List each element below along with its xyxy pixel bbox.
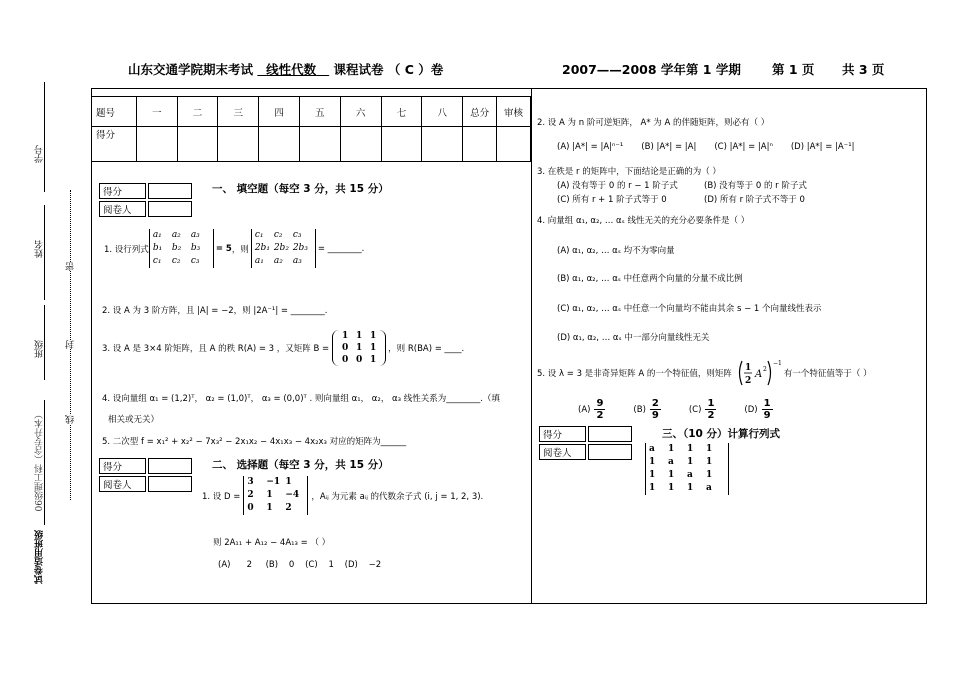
s3-determinant xyxy=(645,443,729,495)
header-prefix: 山东交通学院期末考试 xyxy=(128,62,254,77)
score-table xyxy=(91,96,531,162)
s2-q5-suffix: 有一个特征值等于（ ） xyxy=(783,369,872,379)
det1-entry-0-2: a₃ xyxy=(190,230,200,240)
name-label: 姓名 xyxy=(35,240,45,258)
seal-mi: 密 xyxy=(66,262,76,271)
det-d-entry-1-0: 2 xyxy=(247,490,254,500)
matrix-b-entry-1-0: 0 xyxy=(342,343,349,353)
det4-entry-2-0: 1 xyxy=(649,470,656,480)
applicable-class-value: 06级理工科（含专升本） xyxy=(35,410,45,512)
score-cell-5[interactable] xyxy=(299,127,340,162)
score-cell-6[interactable] xyxy=(340,127,381,162)
score-cell-4[interactable] xyxy=(259,127,300,162)
s2-question-2: 2. 设 A 为 n 阶可逆矩阵， A* 为 A 的伴随矩阵，则必有（ ） xyxy=(537,118,770,128)
det4-entry-0-2: 1 xyxy=(687,444,694,454)
det2-entry-1-1: 2b₂ xyxy=(273,243,289,253)
s2-q4-option-b: (B) α₁, α₂, … αₛ 中任意两个向量的分量不成比例 xyxy=(557,274,743,284)
s1-q1-prefix: 1. 设行列式 xyxy=(104,244,149,255)
det4-entry-1-0: 1 xyxy=(649,457,656,467)
s2-q5-matrix-expression xyxy=(736,358,780,388)
s1-q1-equals: = 5 xyxy=(215,243,232,254)
grader-score-label: 得分 xyxy=(99,183,146,199)
det2-entry-2-2: a₃ xyxy=(292,256,302,266)
s1-question-1 xyxy=(104,229,364,268)
s1-question-3 xyxy=(102,330,464,366)
section2-title: 二、 选择题（每空 3 分，共 15 分） xyxy=(212,459,389,471)
s2-q4-option-d: (D) α₁, α₂, … αₛ 中一部分向量线性无关 xyxy=(557,333,710,343)
s1-question-5: 5. 二次型 f = x₁² + x₂² − 7x₃² − 2x₁x₂ − 4x₁x₃ − 4x₂x₃ 对应的矩阵为______ xyxy=(102,437,407,447)
det4-entry-0-1: 1 xyxy=(668,444,675,454)
grader-box-3 xyxy=(537,424,634,462)
matrix-b-entry-2-1: 0 xyxy=(356,355,363,365)
s1-q3-matrix-b xyxy=(332,330,386,366)
det-d-entry-0-0: 3 xyxy=(247,477,254,487)
s1-question-2: 2. 设 A 为 3 阶方阵，且 |A| = −2，则 |2A⁻¹| = ________. xyxy=(102,306,328,316)
det1-entry-2-0: c₁ xyxy=(152,256,162,266)
s2-question-5 xyxy=(537,358,872,388)
s2-q1-ask: 则 2A₁₁ + A₁₂ − 4A₁₃ = （ ） xyxy=(213,538,331,548)
svg-text:2: 2 xyxy=(744,376,752,386)
s1-q1-determinant-2 xyxy=(251,229,316,268)
score-header-1: 一 xyxy=(136,97,177,127)
det4-entry-3-2: 1 xyxy=(687,483,694,493)
det2-entry-1-2: 2b₃ xyxy=(292,243,308,253)
score-cell-8[interactable] xyxy=(422,127,463,162)
det4-entry-1-1: a xyxy=(668,457,674,467)
score-header-5: 五 xyxy=(299,97,340,127)
s2-q5-options xyxy=(578,398,773,421)
det1-entry-0-1: a₂ xyxy=(171,230,181,240)
det2-entry-0-1: c₂ xyxy=(273,230,283,240)
score-header-0: 题号 xyxy=(92,97,137,127)
grader-reviewer-label: 阅卷人 xyxy=(539,444,586,460)
header-year: 2007——2008 学年第 1 学期 xyxy=(562,62,741,77)
matrix-b-entry-0-0: 1 xyxy=(342,331,349,341)
det4-entry-3-3: a xyxy=(706,483,712,493)
s1-q3-prefix: 3. 设 A 是 3×4 阶矩阵，且 A 的秩 R(A) = 3 ，又矩阵 B = xyxy=(102,344,330,354)
det-d-entry-2-2: 2 xyxy=(285,503,292,513)
grader-reviewer-label: 阅卷人 xyxy=(99,201,146,217)
det-d-entry-1-2: −4 xyxy=(285,490,300,500)
grader-reviewer-cell[interactable] xyxy=(148,201,192,217)
header-page: 第 1 页 xyxy=(772,62,815,77)
grader-score-label: 得分 xyxy=(539,426,586,442)
section3-title: 三、（10 分）计算行列式 xyxy=(662,428,781,440)
s2-q4-option-c: (C) α₁, α₂, … αₛ 中任意一个向量均不能由其余 s − 1 个向量线性表示 xyxy=(557,304,822,314)
det4-entry-1-3: 1 xyxy=(706,457,713,467)
det1-entry-1-0: b₁ xyxy=(152,243,163,253)
seal-feng: 封 xyxy=(66,340,76,349)
svg-text:−1: −1 xyxy=(772,360,782,367)
header-total: 共 3 页 xyxy=(842,62,885,77)
score-header-8: 八 xyxy=(422,97,463,127)
det-d-entry-0-2: 1 xyxy=(285,477,292,487)
s2-q3-option-a: (A) 没有等于 0 的 r − 1 阶子式 xyxy=(557,181,678,191)
det1-entry-1-1: b₂ xyxy=(171,243,182,253)
det2-entry-2-0: a₁ xyxy=(254,256,264,266)
score-header-4: 四 xyxy=(259,97,300,127)
s1-question-4: 4. 设向量组 α₁ = (1,2)ᵀ， α₂ = (1,0)ᵀ， α₃ = (0,0)ᵀ . 则向量组 α₁， α₂， α₃ 线性关系为________.（填 xyxy=(102,394,500,404)
det4-entry-2-1: 1 xyxy=(668,470,675,480)
score-header-3: 三 xyxy=(218,97,259,127)
class-label: 班级 xyxy=(35,340,45,358)
grader-score-cell[interactable] xyxy=(148,458,192,474)
det-d-entry-0-1: −1 xyxy=(266,477,281,487)
student-id-label: 学号 xyxy=(35,145,45,163)
det1-entry-1-2: b₃ xyxy=(190,243,201,253)
s2-q4-option-a: (A) α₁, α₂, … αₛ 均不为零向量 xyxy=(557,246,675,256)
s2-q1-options: (A) 2 (B) 0 (C) 1 (D) −2 xyxy=(218,560,382,570)
s2-q3-option-c: (C) 所有 r + 1 阶子式等于 0 xyxy=(557,195,667,205)
s1-q1-determinant-1 xyxy=(149,229,214,268)
s1-q1-mid: ，则 xyxy=(231,244,249,255)
s2-q5-option-3: (D) 1 9 xyxy=(744,398,771,421)
matrix-b-entry-1-1: 1 xyxy=(356,343,363,353)
grader-score-cell[interactable] xyxy=(148,183,192,199)
det-d-entry-2-1: 1 xyxy=(266,503,273,513)
grader-box-1 xyxy=(97,181,194,219)
det4-entry-2-2: a xyxy=(687,470,693,480)
s2-q2-option-3: (D) |A*| = |A⁻¹| xyxy=(790,142,855,152)
det2-entry-0-2: c₃ xyxy=(292,230,302,240)
s2-q1-determinant xyxy=(243,476,308,515)
score-header-9: 总分 xyxy=(463,97,497,127)
grader-box-2 xyxy=(97,456,194,494)
score-cell-3[interactable] xyxy=(218,127,259,162)
header-subject: 线性代数 xyxy=(266,62,317,77)
det4-entry-0-3: 1 xyxy=(706,444,713,454)
det1-entry-0-0: a₁ xyxy=(152,230,162,240)
score-cell-9[interactable] xyxy=(463,127,497,162)
matrix-b-entry-2-0: 0 xyxy=(342,355,349,365)
matrix-b-entry-0-2: 1 xyxy=(370,331,377,341)
s2-q5-option-2: (C) 1 2 xyxy=(688,398,715,421)
matrix-b-entry-1-2: 1 xyxy=(370,343,377,353)
score-cell-10[interactable] xyxy=(497,127,531,162)
svg-text:2: 2 xyxy=(762,366,767,373)
det4-entry-1-2: 1 xyxy=(687,457,694,467)
s2-question-1 xyxy=(202,476,483,515)
s2-q3-option-b: (B) 没有等于 0 的 r 阶子式 xyxy=(704,181,807,191)
s2-q2-option-1: (B) |A*| = |A| xyxy=(641,142,697,152)
s2-q2-option-2: (C) |A*| = |A|ⁿ xyxy=(714,142,773,152)
s2-question-3: 3. 在秩是 r 的矩阵中，下面结论是正确的为（ ） xyxy=(537,167,721,177)
det4-entry-2-3: 1 xyxy=(706,470,713,480)
s2-q5-prefix: 5. 设 λ = 3 是非奇异矩阵 A 的一个特征值，则矩阵 xyxy=(537,369,732,379)
applicable-class-label: 试卷适用班级 xyxy=(35,530,45,584)
s1-question-4-cont: 相关或无关） xyxy=(108,415,160,425)
det-d-entry-1-1: 1 xyxy=(266,490,273,500)
seal-xian: 线 xyxy=(66,415,76,424)
header-suffix: 课程试卷 （ C ）卷 xyxy=(333,62,444,77)
score-row-label: 得分 xyxy=(92,127,137,162)
matrix-b-entry-0-1: 1 xyxy=(356,331,363,341)
det2-entry-0-0: c₁ xyxy=(254,230,264,240)
matrix-b-entry-2-2: 1 xyxy=(370,355,377,365)
s2-q2-options xyxy=(557,142,855,152)
det4-entry-3-1: 1 xyxy=(668,483,675,493)
s2-q5-option-0: (A) 9 2 xyxy=(578,398,604,421)
det4-entry-3-0: 1 xyxy=(649,483,656,493)
s2-question-4: 4. 向量组 α₁, α₂, … αₛ 线性无关的充分必要条件是（ ） xyxy=(537,216,750,226)
score-header-2: 二 xyxy=(177,97,218,127)
det2-entry-1-0: 2b₁ xyxy=(254,243,270,253)
column-divider xyxy=(531,88,532,604)
det-d-entry-2-0: 0 xyxy=(247,503,254,513)
grader-score-label: 得分 xyxy=(99,458,146,474)
score-cell-7[interactable] xyxy=(381,127,422,162)
s2-q5-option-1: (B) 2 9 xyxy=(633,398,659,421)
s2-q1-suffix: ，Aᵢⱼ 为元素 aᵢⱼ 的代数余子式 (i, j = 1, 2, 3). xyxy=(311,491,484,502)
grader-reviewer-cell[interactable] xyxy=(588,444,632,460)
score-cell-1[interactable] xyxy=(136,127,177,162)
s2-q1-prefix: 1. 设 D = xyxy=(202,491,241,502)
score-header-6: 六 xyxy=(340,97,381,127)
grader-score-cell[interactable] xyxy=(588,426,632,442)
det1-entry-2-2: c₃ xyxy=(190,256,200,266)
det2-entry-2-1: a₂ xyxy=(273,256,283,266)
svg-text:1: 1 xyxy=(744,363,752,373)
score-header-7: 七 xyxy=(381,97,422,127)
applicable-class-line xyxy=(44,400,45,525)
s1-q1-end: = ________. xyxy=(317,243,365,254)
exam-header xyxy=(128,60,443,78)
student-id-line xyxy=(44,82,45,192)
det1-entry-2-1: c₂ xyxy=(171,256,181,266)
score-header-10: 审核 xyxy=(497,97,531,127)
s2-q2-option-0: (A) |A*| = |A|ⁿ⁻¹ xyxy=(557,142,624,152)
s2-q3-option-d: (D) 所有 r 阶子式不等于 0 xyxy=(704,195,805,205)
det4-entry-0-0: a xyxy=(649,444,655,454)
grader-reviewer-label: 阅卷人 xyxy=(99,476,146,492)
score-cell-2[interactable] xyxy=(177,127,218,162)
grader-reviewer-cell[interactable] xyxy=(148,476,192,492)
svg-text:A: A xyxy=(754,369,763,380)
s1-q3-end: ，则 R(BA) = ____. xyxy=(388,344,465,354)
section1-title: 一、 填空题（每空 3 分，共 15 分） xyxy=(212,183,389,195)
